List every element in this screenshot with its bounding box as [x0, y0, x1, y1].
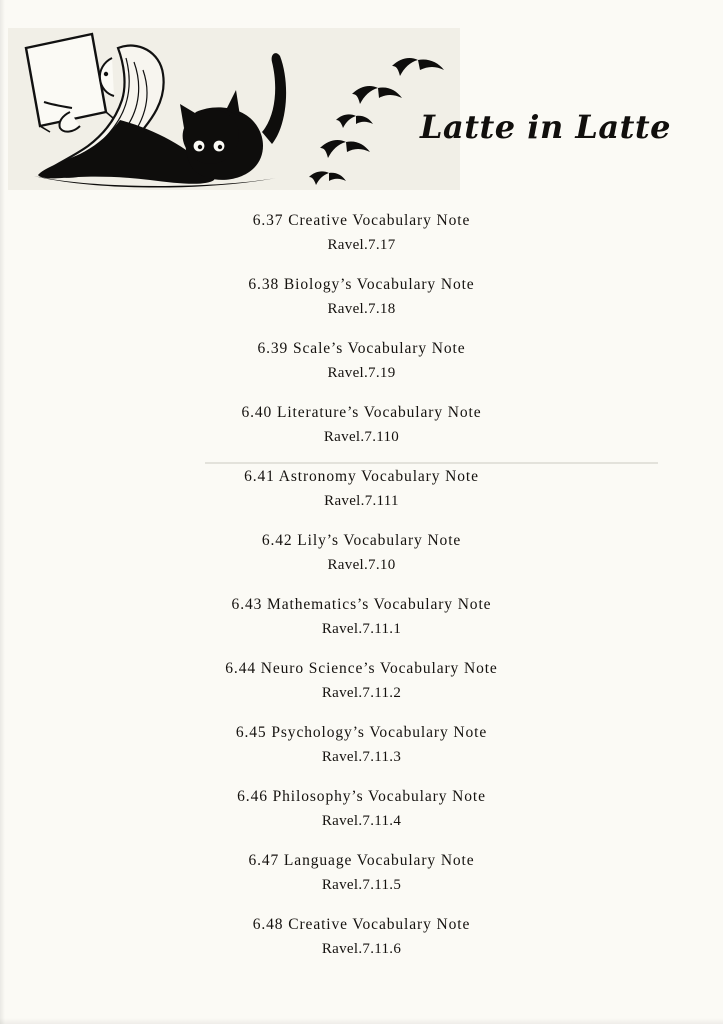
girl-reading-with-cat-and-birds-icon [0, 0, 723, 200]
entry-reference: Ravel.7.17 [327, 237, 396, 253]
list-item[interactable] [0, 274, 723, 320]
entry-reference: Ravel.7.18 [327, 301, 396, 317]
entry-title: 6.43 Mathematics’s Vocabulary Note [231, 596, 492, 613]
entry-title: 6.44 Neuro Science’s Vocabulary Note [225, 660, 498, 677]
list-item[interactable] [0, 658, 723, 704]
list-item[interactable] [0, 338, 723, 384]
entry-title: 6.47 Language Vocabulary Note [248, 852, 475, 869]
entry-reference: Ravel.7.110 [323, 429, 400, 445]
entry-reference: Ravel.7.11.2 [321, 685, 402, 701]
entry-reference: Ravel.7.10 [327, 557, 396, 573]
brand-title: Latte in Latte [420, 108, 672, 146]
page-header-banner [0, 0, 723, 200]
entry-title: 6.46 Philosophy’s Vocabulary Note [237, 788, 486, 805]
entry-title: 6.48 Creative Vocabulary Note [252, 916, 471, 933]
list-item[interactable] [0, 466, 723, 512]
entry-reference: Ravel.7.11.5 [321, 877, 402, 893]
list-item[interactable] [0, 786, 723, 832]
list-item[interactable] [0, 210, 723, 256]
entry-reference: Ravel.7.11.4 [321, 813, 402, 829]
entry-title: 6.37 Creative Vocabulary Note [252, 212, 471, 229]
entry-title: 6.39 Scale’s Vocabulary Note [257, 340, 466, 357]
entry-reference: Ravel.7.11.6 [321, 941, 402, 957]
list-item[interactable] [0, 850, 723, 896]
list-item[interactable] [0, 402, 723, 448]
entry-reference: Ravel.7.11.3 [321, 749, 402, 765]
entry-title: 6.45 Psychology’s Vocabulary Note [235, 724, 488, 741]
entry-title: 6.42 Lily’s Vocabulary Note [261, 532, 462, 549]
entry-title: 6.38 Biology’s Vocabulary Note [248, 276, 475, 293]
entry-title: 6.40 Literature’s Vocabulary Note [241, 404, 482, 421]
table-of-contents [0, 200, 723, 960]
entry-reference: Ravel.7.19 [327, 365, 396, 381]
page-seam-line [205, 462, 658, 464]
list-item[interactable] [0, 722, 723, 768]
entry-title: 6.41 Astronomy Vocabulary Note [244, 468, 479, 485]
entry-reference: Ravel.7.11.1 [321, 621, 402, 637]
entry-reference: Ravel.7.111 [324, 493, 399, 509]
list-item[interactable] [0, 914, 723, 960]
page-bottom-edge-shadow [0, 1018, 723, 1024]
list-item[interactable] [0, 530, 723, 576]
list-item[interactable] [0, 594, 723, 640]
